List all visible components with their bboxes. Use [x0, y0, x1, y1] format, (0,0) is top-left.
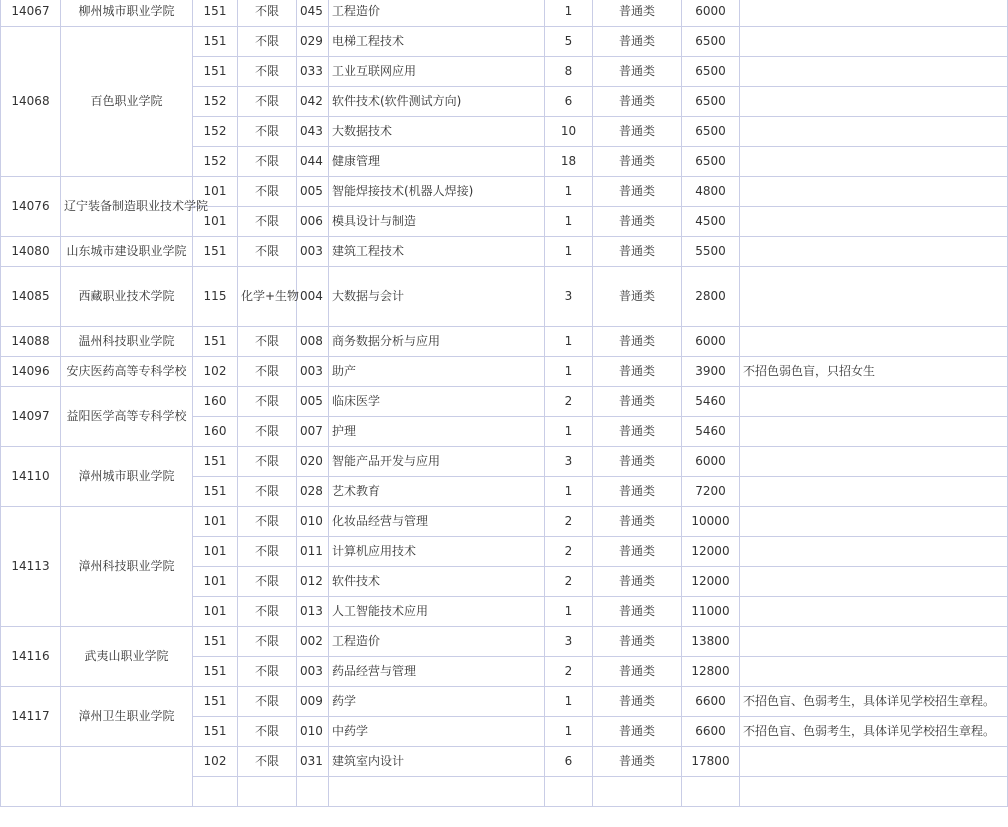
plan-count-cell: 1 [545, 597, 593, 627]
major-code-cell: 004 [297, 267, 329, 327]
tuition-cell: 6000 [682, 0, 740, 27]
plan-count-cell: 1 [545, 357, 593, 387]
remark-cell [740, 747, 1008, 777]
table-row [1, 0, 1008, 27]
major-code-cell: 042 [297, 87, 329, 117]
major-name-cell: 商务数据分析与应用 [329, 327, 545, 357]
major-name-cell: 建筑工程技术 [329, 237, 545, 267]
remark-cell [740, 657, 1008, 687]
major-code-cell: 043 [297, 117, 329, 147]
plan-count-cell: 2 [545, 537, 593, 567]
major-code-cell [297, 777, 329, 807]
major-code-cell: 010 [297, 717, 329, 747]
batch-cell: 101 [193, 597, 238, 627]
batch-cell: 151 [193, 327, 238, 357]
major-code-cell: 044 [297, 147, 329, 177]
table-row [1, 687, 1008, 717]
tuition-cell: 6600 [682, 717, 740, 747]
school-name-cell: 山东城市建设职业学院 [61, 237, 193, 267]
remark-cell [740, 207, 1008, 237]
tuition-cell: 17800 [682, 747, 740, 777]
category-cell: 普通类 [593, 57, 682, 87]
major-name-cell: 软件技术(软件测试方向) [329, 87, 545, 117]
major-code-cell: 033 [297, 57, 329, 87]
major-code-cell: 012 [297, 567, 329, 597]
major-name-cell: 建筑室内设计 [329, 747, 545, 777]
major-name-cell: 智能焊接技术(机器人焊接) [329, 177, 545, 207]
subject-requirement-cell: 不限 [238, 147, 297, 177]
subject-requirement-cell: 不限 [238, 0, 297, 27]
remark-cell [740, 267, 1008, 327]
major-name-cell: 助产 [329, 357, 545, 387]
plan-count-cell: 1 [545, 687, 593, 717]
remark-cell [740, 117, 1008, 147]
remark-cell [740, 537, 1008, 567]
batch-cell: 152 [193, 117, 238, 147]
plan-count-cell: 6 [545, 87, 593, 117]
tuition-cell: 6000 [682, 327, 740, 357]
category-cell: 普通类 [593, 627, 682, 657]
table-row [1, 507, 1008, 537]
subject-requirement-cell [238, 777, 297, 807]
major-code-cell: 028 [297, 477, 329, 507]
school-code-cell: 14068 [1, 27, 61, 177]
tuition-cell: 5500 [682, 237, 740, 267]
table-row [1, 387, 1008, 417]
plan-count-cell: 2 [545, 387, 593, 417]
school-code-cell: 14116 [1, 627, 61, 687]
tuition-cell [682, 777, 740, 807]
major-code-cell: 009 [297, 687, 329, 717]
batch-cell: 151 [193, 657, 238, 687]
tuition-cell: 12000 [682, 567, 740, 597]
subject-requirement-cell: 不限 [238, 327, 297, 357]
remark-cell [740, 0, 1008, 27]
major-code-cell: 029 [297, 27, 329, 57]
tuition-cell: 6500 [682, 87, 740, 117]
category-cell: 普通类 [593, 0, 682, 27]
category-cell: 普通类 [593, 237, 682, 267]
plan-count-cell: 1 [545, 207, 593, 237]
batch-cell: 101 [193, 567, 238, 597]
major-code-cell: 045 [297, 0, 329, 27]
subject-requirement-cell: 不限 [238, 27, 297, 57]
school-code-cell: 14113 [1, 507, 61, 627]
school-name-cell: 百色职业学院 [61, 27, 193, 177]
table-row [1, 357, 1008, 387]
school-code-cell: 14097 [1, 387, 61, 447]
major-code-cell: 031 [297, 747, 329, 777]
category-cell: 普通类 [593, 87, 682, 117]
batch-cell: 102 [193, 747, 238, 777]
table-row [1, 747, 1008, 777]
tuition-cell: 5460 [682, 417, 740, 447]
school-code-cell: 14067 [1, 0, 61, 27]
category-cell: 普通类 [593, 417, 682, 447]
category-cell: 普通类 [593, 447, 682, 477]
subject-requirement-cell: 不限 [238, 687, 297, 717]
school-code-cell: 14076 [1, 177, 61, 237]
tuition-cell: 11000 [682, 597, 740, 627]
category-cell: 普通类 [593, 387, 682, 417]
plan-count-cell: 18 [545, 147, 593, 177]
plan-count-cell: 1 [545, 477, 593, 507]
remark-cell [740, 57, 1008, 87]
batch-cell: 101 [193, 177, 238, 207]
major-code-cell: 020 [297, 447, 329, 477]
tuition-cell: 3900 [682, 357, 740, 387]
major-name-cell: 智能产品开发与应用 [329, 447, 545, 477]
major-code-cell: 008 [297, 327, 329, 357]
category-cell: 普通类 [593, 657, 682, 687]
plan-count-cell: 1 [545, 0, 593, 27]
remark-cell [740, 477, 1008, 507]
subject-requirement-cell: 不限 [238, 597, 297, 627]
remark-cell [740, 597, 1008, 627]
plan-count-cell: 1 [545, 717, 593, 747]
batch-cell: 101 [193, 537, 238, 567]
plan-count-cell: 10 [545, 117, 593, 147]
school-name-cell: 安庆医药高等专科学校 [61, 357, 193, 387]
category-cell: 普通类 [593, 537, 682, 567]
subject-requirement-cell: 不限 [238, 507, 297, 537]
remark-cell [740, 387, 1008, 417]
major-name-cell: 大数据与会计 [329, 267, 545, 327]
school-name-cell [61, 747, 193, 807]
tuition-cell: 4800 [682, 177, 740, 207]
plan-count-cell: 1 [545, 327, 593, 357]
school-code-cell: 14110 [1, 447, 61, 507]
major-code-cell: 003 [297, 237, 329, 267]
category-cell: 普通类 [593, 327, 682, 357]
batch-cell: 151 [193, 0, 238, 27]
subject-requirement-cell: 不限 [238, 747, 297, 777]
table-row [1, 327, 1008, 357]
batch-cell: 151 [193, 687, 238, 717]
subject-requirement-cell: 不限 [238, 567, 297, 597]
category-cell: 普通类 [593, 717, 682, 747]
tuition-cell: 6600 [682, 687, 740, 717]
school-name-cell: 益阳医学高等专科学校 [61, 387, 193, 447]
plan-count-cell: 2 [545, 657, 593, 687]
plan-count-cell: 3 [545, 627, 593, 657]
subject-requirement-cell: 不限 [238, 57, 297, 87]
remark-cell [740, 507, 1008, 537]
tuition-cell: 6500 [682, 27, 740, 57]
batch-cell: 101 [193, 507, 238, 537]
plan-count-cell: 1 [545, 417, 593, 447]
remark-cell [740, 417, 1008, 447]
plan-count-cell: 3 [545, 267, 593, 327]
remark-cell: 不招色弱色盲，只招女生 [740, 357, 1008, 387]
tuition-cell: 6500 [682, 57, 740, 87]
table-row [1, 447, 1008, 477]
subject-requirement-cell: 不限 [238, 417, 297, 447]
batch-cell: 151 [193, 477, 238, 507]
remark-cell [740, 237, 1008, 267]
remark-cell [740, 777, 1008, 807]
batch-cell: 151 [193, 27, 238, 57]
category-cell: 普通类 [593, 597, 682, 627]
subject-requirement-cell: 不限 [238, 177, 297, 207]
remark-cell [740, 87, 1008, 117]
school-name-cell: 辽宁装备制造职业技术学院 [61, 177, 193, 237]
tuition-cell: 6500 [682, 147, 740, 177]
plan-count-cell: 3 [545, 447, 593, 477]
batch-cell: 101 [193, 207, 238, 237]
batch-cell: 152 [193, 87, 238, 117]
batch-cell: 151 [193, 57, 238, 87]
tuition-cell: 5460 [682, 387, 740, 417]
tuition-cell: 6000 [682, 447, 740, 477]
major-code-cell: 006 [297, 207, 329, 237]
school-name-cell: 漳州卫生职业学院 [61, 687, 193, 747]
plan-count-cell: 8 [545, 57, 593, 87]
subject-requirement-cell: 不限 [238, 387, 297, 417]
subject-requirement-cell: 不限 [238, 537, 297, 567]
major-name-cell: 模具设计与制造 [329, 207, 545, 237]
remark-cell [740, 627, 1008, 657]
subject-requirement-cell: 不限 [238, 207, 297, 237]
category-cell: 普通类 [593, 267, 682, 327]
category-cell: 普通类 [593, 477, 682, 507]
major-name-cell: 艺术教育 [329, 477, 545, 507]
remark-cell [740, 147, 1008, 177]
remark-cell [740, 447, 1008, 477]
school-code-cell: 14088 [1, 327, 61, 357]
major-code-cell: 005 [297, 387, 329, 417]
major-name-cell: 化妆品经营与管理 [329, 507, 545, 537]
major-name-cell: 护理 [329, 417, 545, 447]
major-name-cell: 中药学 [329, 717, 545, 747]
batch-cell: 152 [193, 147, 238, 177]
tuition-cell: 12000 [682, 537, 740, 567]
school-code-cell: 14117 [1, 687, 61, 747]
plan-count-cell: 1 [545, 237, 593, 267]
school-name-cell: 漳州城市职业学院 [61, 447, 193, 507]
subject-requirement-cell: 不限 [238, 447, 297, 477]
tuition-cell: 4500 [682, 207, 740, 237]
plan-count-cell: 2 [545, 507, 593, 537]
tuition-cell: 12800 [682, 657, 740, 687]
remark-cell [740, 177, 1008, 207]
category-cell [593, 777, 682, 807]
tuition-cell: 2800 [682, 267, 740, 327]
subject-requirement-cell: 不限 [238, 87, 297, 117]
plan-count-cell [545, 777, 593, 807]
school-code-cell: 14080 [1, 237, 61, 267]
table-row [1, 177, 1008, 207]
major-name-cell: 健康管理 [329, 147, 545, 177]
major-name-cell: 临床医学 [329, 387, 545, 417]
category-cell: 普通类 [593, 177, 682, 207]
subject-requirement-cell: 化学+生物 [238, 267, 297, 327]
major-code-cell: 005 [297, 177, 329, 207]
tuition-cell: 6500 [682, 117, 740, 147]
subject-requirement-cell: 不限 [238, 627, 297, 657]
batch-cell: 160 [193, 387, 238, 417]
major-name-cell: 人工智能技术应用 [329, 597, 545, 627]
batch-cell: 102 [193, 357, 238, 387]
subject-requirement-cell: 不限 [238, 477, 297, 507]
table-row [1, 27, 1008, 57]
batch-cell: 151 [193, 627, 238, 657]
batch-cell: 151 [193, 717, 238, 747]
batch-cell: 115 [193, 267, 238, 327]
major-name-cell: 大数据技术 [329, 117, 545, 147]
category-cell: 普通类 [593, 567, 682, 597]
batch-cell: 151 [193, 447, 238, 477]
plan-count-cell: 1 [545, 177, 593, 207]
major-name-cell: 电梯工程技术 [329, 27, 545, 57]
batch-cell: 160 [193, 417, 238, 447]
category-cell: 普通类 [593, 747, 682, 777]
major-name-cell: 计算机应用技术 [329, 537, 545, 567]
table-body [1, 0, 1008, 807]
school-name-cell: 温州科技职业学院 [61, 327, 193, 357]
major-code-cell: 003 [297, 657, 329, 687]
table-row [1, 237, 1008, 267]
major-name-cell [329, 777, 545, 807]
major-name-cell: 软件技术 [329, 567, 545, 597]
subject-requirement-cell: 不限 [238, 357, 297, 387]
tuition-cell: 7200 [682, 477, 740, 507]
table-row [1, 267, 1008, 327]
subject-requirement-cell: 不限 [238, 237, 297, 267]
category-cell: 普通类 [593, 687, 682, 717]
remark-cell: 不招色盲、色弱考生，具体详见学校招生章程。 [740, 717, 1008, 747]
school-name-cell: 西藏职业技术学院 [61, 267, 193, 327]
school-code-cell [1, 747, 61, 807]
subject-requirement-cell: 不限 [238, 657, 297, 687]
major-name-cell: 工程造价 [329, 627, 545, 657]
school-name-cell: 漳州科技职业学院 [61, 507, 193, 627]
major-name-cell: 药品经营与管理 [329, 657, 545, 687]
batch-cell [193, 777, 238, 807]
category-cell: 普通类 [593, 27, 682, 57]
school-code-cell: 14085 [1, 267, 61, 327]
category-cell: 普通类 [593, 357, 682, 387]
batch-cell: 151 [193, 237, 238, 267]
major-code-cell: 010 [297, 507, 329, 537]
category-cell: 普通类 [593, 207, 682, 237]
remark-cell [740, 327, 1008, 357]
school-name-cell: 柳州城市职业学院 [61, 0, 193, 27]
school-code-cell: 14096 [1, 357, 61, 387]
category-cell: 普通类 [593, 147, 682, 177]
major-code-cell: 003 [297, 357, 329, 387]
tuition-cell: 10000 [682, 507, 740, 537]
major-name-cell: 工程造价 [329, 0, 545, 27]
category-cell: 普通类 [593, 507, 682, 537]
plan-count-cell: 6 [545, 747, 593, 777]
major-code-cell: 002 [297, 627, 329, 657]
school-name-cell: 武夷山职业学院 [61, 627, 193, 687]
category-cell: 普通类 [593, 117, 682, 147]
subject-requirement-cell: 不限 [238, 717, 297, 747]
major-code-cell: 011 [297, 537, 329, 567]
tuition-cell: 13800 [682, 627, 740, 657]
table-row [1, 627, 1008, 657]
subject-requirement-cell: 不限 [238, 117, 297, 147]
major-code-cell: 007 [297, 417, 329, 447]
major-name-cell: 药学 [329, 687, 545, 717]
major-code-cell: 013 [297, 597, 329, 627]
remark-cell [740, 567, 1008, 597]
plan-count-cell: 5 [545, 27, 593, 57]
remark-cell: 不招色盲、色弱考生，具体详见学校招生章程。 [740, 687, 1008, 717]
remark-cell [740, 27, 1008, 57]
plan-count-cell: 2 [545, 567, 593, 597]
major-name-cell: 工业互联网应用 [329, 57, 545, 87]
